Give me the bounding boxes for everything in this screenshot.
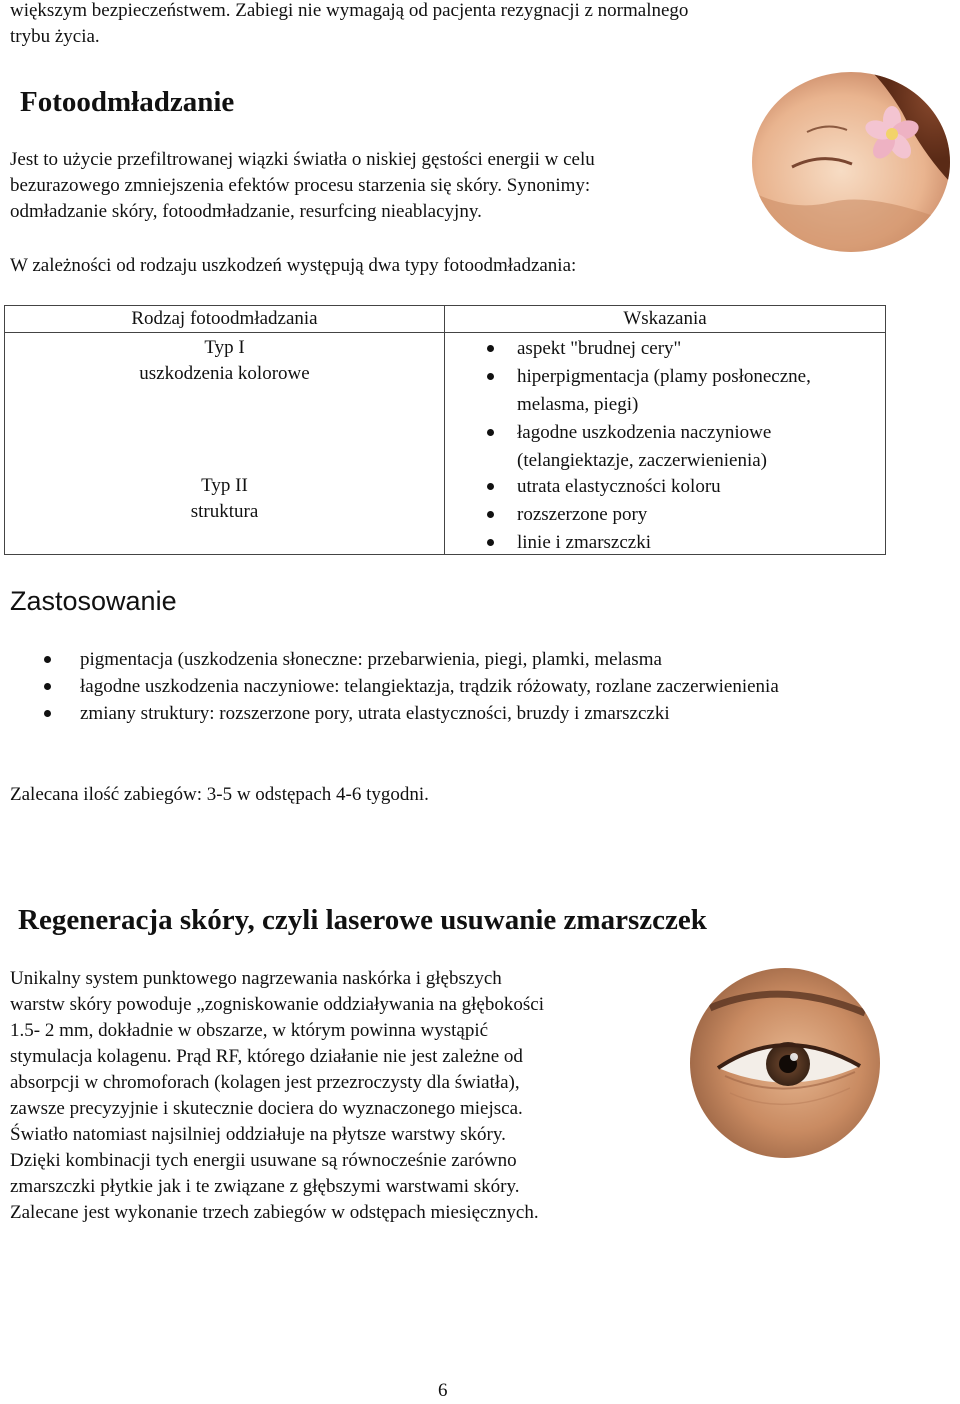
list-item [40,673,780,700]
list-item [481,473,881,501]
continuation-line-1: większym bezpieczeństwem. Zabiegi nie wymagają od pacjenta rezygnacji z normalnego [10,0,689,21]
paragraph-line: Zalecane jest wykonanie trzech zabiegów w odstępach miesięcznych. [10,1202,539,1223]
application-text: łagodne uszkodzenia naczyniowe: telangiektazja, trądzik różowaty, rozlane zaczerwienienia [80,676,779,697]
type1-indications-list [481,335,881,475]
paragraph-line: warstw skóry powoduje „zogniskowanie oddziaływania na głębokości [10,994,544,1015]
paragraph-line: Unikalny system punktowego nagrzewania naskórka i głębszych [10,968,502,989]
face-photo-illustration [752,72,950,252]
list-item [481,363,881,419]
applications-list [40,646,840,727]
list-item [40,646,840,673]
type2-indications-list [481,473,881,557]
application-text: zmiany struktury: rozszerzone pory, utrata elastyczności, bruzdy i zmarszczki [80,703,670,724]
continuation-line-2: trybu życia. [10,26,100,47]
intro-line-1: Jest to użycie przefiltrowanej wiązki światła o niskiej gęstości energii w celu [10,149,595,170]
list-item [481,501,881,529]
page-number: 6 [438,1380,448,1401]
section-title-zastosowanie: Zastosowanie [10,586,177,616]
bullet-icon [487,511,494,518]
section-title-fotoodmladzanie: Fotoodmładzanie [20,86,235,118]
type1-desc: uszkodzenia kolorowe [139,363,310,384]
eye-photo [690,968,880,1158]
intro-line-2: bezurazowego zmniejszenia efektów procesu starzenia się skóry. Synonimy: [10,175,591,196]
types-intro: W zależności od rodzaju uszkodzeń występują dwa typy fotoodmładzania: [10,255,577,276]
list-item [481,419,881,475]
indication-text: utrata elastyczności koloru [517,476,721,497]
bullet-icon [487,373,494,380]
table-column-divider [444,306,445,554]
paragraph-line: absorpcji w chromoforach (kolagen jest przezroczysty dla światła), [10,1072,520,1093]
table-header-indications: Wskazania [623,308,707,329]
bullet-icon [487,429,494,436]
intro-line-3: odmładzanie skóry, fotoodmładzanie, resurfcing nieablacyjny. [10,201,482,222]
paragraph-line: Światło natomiast najsilniej oddziałuje na płytsze warstwy skóry. [10,1124,506,1145]
indication-text: rozszerzone pory [517,504,648,525]
indication-text: linie i zmarszczki [517,532,651,553]
bullet-icon [44,710,51,717]
indication-text: hiperpigmentacja (plamy posłoneczne, melasma, piegi) [517,366,811,415]
paragraph-line: 1.5- 2 mm, dokładnie w obszarze, w którym powinna wystąpić [10,1020,489,1041]
indication-text: aspekt "brudnej cery" [517,338,682,359]
bullet-icon [487,483,494,490]
bullet-icon [487,539,494,546]
regeneracja-paragraph [10,966,690,1226]
bullet-icon [44,683,51,690]
type2-name: Typ II [201,475,248,496]
table-header-divider [5,332,885,333]
type2-desc: struktura [190,501,259,522]
paragraph-line: Dzięki kombinacji tych energii usuwane są równocześnie zarówno [10,1150,517,1171]
eye-photo-illustration [690,968,880,1158]
bullet-icon [487,345,494,352]
list-item [40,700,840,727]
recommended-sessions: Zalecana ilość zabiegów: 3-5 w odstępach 4-6 tygodni. [10,784,429,805]
list-item [481,335,881,363]
paragraph-line: stymulacja kolagenu. Prąd RF, którego działanie nie jest zależne od [10,1046,523,1067]
face-photo [752,72,950,252]
bullet-icon [44,656,51,663]
paragraph-line: zmarszczki płytkie jak i te związane z głębszymi warstwami skóry. [10,1176,520,1197]
indication-text: łagodne uszkodzenia naczyniowe (telangiektazje, zaczerwienienia) [517,422,772,471]
table-header-type: Rodzaj fotoodmładzania [131,308,318,329]
photorejuvenation-types-table [4,305,886,555]
type1-name: Typ I [204,337,245,358]
application-text: pigmentacja (uszkodzenia słoneczne: przebarwienia, piegi, plamki, melasma [80,649,662,670]
list-item [481,529,881,557]
paragraph-line: zawsze precyzyjnie i skutecznie dociera do wyznaczonego miejsca. [10,1098,523,1119]
section-title-regeneracja: Regeneracja skóry, czyli laserowe usuwanie zmarszczek [18,904,707,936]
